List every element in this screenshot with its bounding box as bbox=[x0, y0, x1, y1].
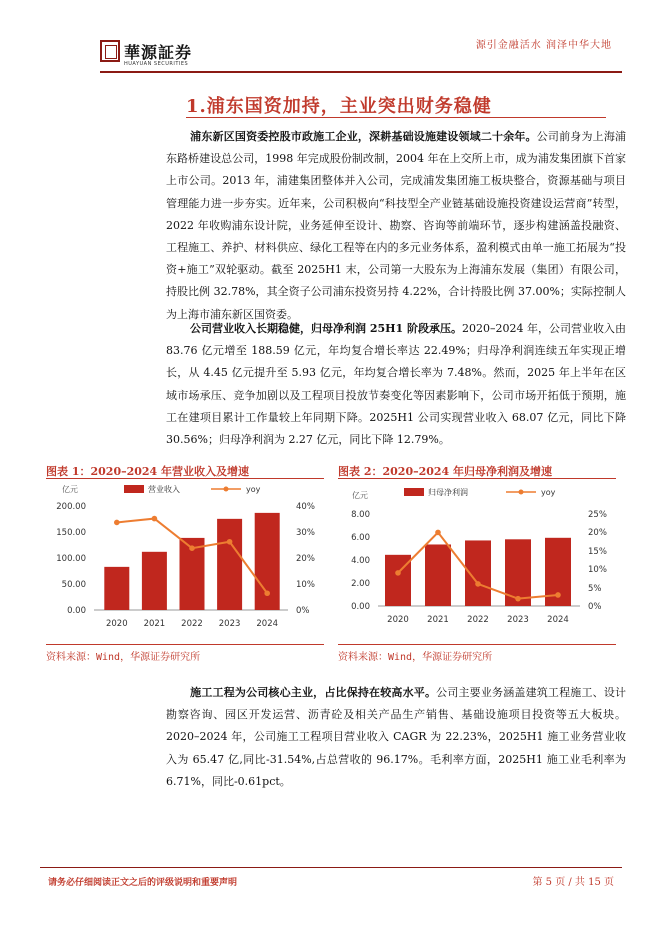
chart-2-left-ticks bbox=[351, 510, 370, 612]
section-title-underline bbox=[186, 117, 606, 118]
chart-1-left-tick: 150.00 bbox=[56, 528, 86, 538]
chart-1-left-tick: 50.00 bbox=[61, 580, 86, 590]
yoy-point-2022 bbox=[189, 545, 195, 551]
footer-disclaimer: 请务必仔细阅读正文之后的评级说明和重要声明 bbox=[48, 878, 238, 888]
figure-2-source: 资料来源：Wind，华源证券研究所 bbox=[338, 652, 493, 663]
section-title: 1.浦东国资加持，主业突出财务稳健 bbox=[186, 96, 492, 117]
chart-1-legend-line: yoy bbox=[246, 485, 261, 494]
yoy-point-2020 bbox=[114, 520, 120, 526]
paragraph-3-body: 公司主要业务涵盖建筑工程施工、设计勘察咨询、园区开发运营、沥青砼及相关产品生产销售、基础设施项目投资等五大板块。2020–2024 年，公司施工工程项目营业收入 CAGR 为 22.23%，2025H1 施工业务营业收入为 65.47 亿,同比-31.54%,占总营收的 96.17%。毛利率方面，2025H1 施工业毛利率为 6.71%，同比-0.61pct。 bbox=[166, 686, 627, 788]
chart-2-legend-bar: 归母净利润 bbox=[428, 488, 468, 497]
yoy-point-2021 bbox=[435, 530, 441, 536]
logo-icon bbox=[100, 40, 120, 62]
chart-1-right-tick: 40% bbox=[296, 502, 315, 512]
chart-2-right-ticks bbox=[588, 510, 607, 612]
paragraph-2 bbox=[166, 318, 626, 451]
paragraph-1-body: 公司前身为上海浦东路桥建设总公司，1998 年完成股份制改制，2004 年在上交所上市，成为浦发集团旗下首家上市公司。2013 年，浦建集团整体并入公司，完成浦发集团施工板块整合，资源基础与项目管理能力进一步夯实。近年来，公司积极向“科技型全产业链基础设施投资建设运营商”转型，2022 年收购浦东设计院，业务延伸至设计、勘察、咨询等前端环节，逐步构建涵盖投融资、工程施工、养护、材料供应、绿化工程等在内的多元业务体系，盈利模式由单一施工拓展为“投资+施工”双轮驱动。截至 2025H1 末，公司第一大股东为上海浦东发展（集团）有限公司，持股比例 32.78%，其全资子公司浦东投资另持 4.22%，合计持股比例 37.00%；实际控制人为上海市浦东新区国资委。 bbox=[166, 130, 627, 321]
chart-1-bars bbox=[104, 513, 279, 610]
chart-2-left-tick: 8.00 bbox=[351, 510, 370, 520]
chart-1-right-tick: 30% bbox=[296, 528, 315, 538]
paragraph-2-lead: 公司营业收入长期稳健，归母净利润 25H1 阶段承压。 bbox=[190, 322, 463, 335]
chart-2-left-tick: 0.00 bbox=[351, 602, 370, 612]
figure-2-title-line bbox=[338, 478, 616, 479]
chart-1-right-tick: 10% bbox=[296, 580, 315, 590]
figure-2-chart bbox=[338, 480, 618, 642]
yoy-point-2024 bbox=[264, 590, 270, 596]
figure-1-title: 图表 1：2020–2024 年营业收入及增速 bbox=[46, 465, 250, 478]
chart-1-right-tick: 0% bbox=[296, 606, 310, 616]
yoy-point-2024 bbox=[555, 592, 561, 598]
figure-2-title: 图表 2：2020–2024 年归母净利润及增速 bbox=[338, 465, 553, 478]
chart-1-right-tick: 20% bbox=[296, 554, 315, 564]
yoy-point-2022 bbox=[475, 581, 481, 587]
yoy-point-2020 bbox=[395, 570, 401, 576]
x-tick-label: 2022 bbox=[181, 619, 203, 629]
x-tick-label: 2021 bbox=[427, 615, 449, 625]
chart-2-unit: 亿元 bbox=[352, 491, 368, 500]
chart-1-left-tick: 200.00 bbox=[56, 502, 86, 512]
paragraph-3 bbox=[166, 682, 626, 793]
x-tick-label: 2022 bbox=[467, 615, 489, 625]
figure-1-title-line bbox=[46, 478, 324, 479]
chart-1-legend-bar: 营业收入 bbox=[148, 485, 180, 494]
paragraph-3-lead: 施工工程为公司核心主业，占比保持在较高水平。 bbox=[190, 686, 437, 699]
paragraph-1-lead: 浦东新区国资委控股市政施工企业，深耕基础设施建设领域二十余年。 bbox=[190, 130, 537, 143]
footer-divider bbox=[40, 867, 622, 868]
chart-2-legend-line: yoy bbox=[541, 488, 556, 497]
chart-2-right-tick: 0% bbox=[588, 602, 602, 612]
chart-2-left-tick: 2.00 bbox=[351, 579, 370, 589]
chart-1-left-tick: 0.00 bbox=[67, 606, 86, 616]
chart-2-right-tick: 5% bbox=[588, 584, 602, 594]
figure-1-source: 资料来源：Wind，华源证券研究所 bbox=[46, 652, 201, 663]
chart-2-x-ticks bbox=[387, 615, 569, 625]
paragraph-1 bbox=[166, 126, 626, 326]
logo-subtext: HUAYUAN SECURITIES bbox=[124, 61, 189, 67]
figure-1-bottom-line bbox=[46, 644, 324, 645]
chart-2-right-tick: 10% bbox=[588, 565, 607, 575]
chart-2-right-tick: 25% bbox=[588, 510, 607, 520]
chart-2-right-tick: 15% bbox=[588, 547, 607, 557]
chart-1-right-ticks bbox=[296, 502, 315, 616]
bar-2023 bbox=[217, 519, 242, 610]
chart-2-right-tick: 20% bbox=[588, 528, 607, 538]
figure-1-chart bbox=[46, 480, 326, 642]
x-tick-label: 2023 bbox=[507, 615, 529, 625]
chart-2-left-tick: 4.00 bbox=[351, 556, 370, 566]
chart-2-legend-line-marker bbox=[519, 490, 524, 495]
chart-1-x-ticks bbox=[106, 619, 278, 629]
header-divider bbox=[100, 71, 622, 73]
yoy-point-2021 bbox=[152, 516, 158, 522]
yoy-point-2023 bbox=[515, 596, 521, 602]
x-tick-label: 2021 bbox=[143, 619, 166, 629]
x-tick-label: 2020 bbox=[105, 619, 128, 629]
x-tick-label: 2024 bbox=[256, 619, 279, 629]
bar-2020 bbox=[104, 567, 129, 610]
logo-text: 華源証券 bbox=[124, 43, 193, 62]
chart-1-left-tick: 100.00 bbox=[56, 554, 86, 564]
chart-2-legend-bar-swatch bbox=[404, 488, 424, 496]
page-number: 第 5 页 / 共 15 页 bbox=[532, 877, 614, 888]
yoy-point-2023 bbox=[227, 539, 233, 545]
chart-1-unit: 亿元 bbox=[62, 485, 78, 494]
header-slogan: 源引金融活水 润泽中华大地 bbox=[475, 40, 612, 51]
x-tick-label: 2024 bbox=[547, 615, 569, 625]
figure-2-bottom-line bbox=[338, 644, 616, 645]
x-tick-label: 2020 bbox=[387, 615, 409, 625]
chart-1-legend-line-marker bbox=[224, 487, 229, 492]
chart-1-left-ticks bbox=[56, 502, 86, 616]
chart-2-left-tick: 6.00 bbox=[351, 533, 370, 543]
bar-2021 bbox=[425, 544, 451, 606]
bar-2021 bbox=[142, 552, 167, 610]
paragraph-2-body: 2020–2024 年，公司营业收入由 83.76 亿元增至 188.59 亿元，年均复合增长率达 22.49%；归母净利润连续五年实现正增长，从 4.45 亿元提升至 5.93 亿元，年均复合增长率为 7.48%。然而，2025 年上半年在区域市场承压、竞争加剧以及工程项目投放节奏变化等因素影响下，公司市场开拓低于预期，施工在建项目累计工作量较上年同期下降。2025H1 公司实现营业收入 68.07 亿元，同比下降 30.56%；归母净利润为 2.27 亿元，同比下降 12.79%。 bbox=[166, 322, 626, 447]
chart-1-legend-bar-swatch bbox=[124, 485, 144, 493]
x-tick-label: 2023 bbox=[218, 619, 241, 629]
